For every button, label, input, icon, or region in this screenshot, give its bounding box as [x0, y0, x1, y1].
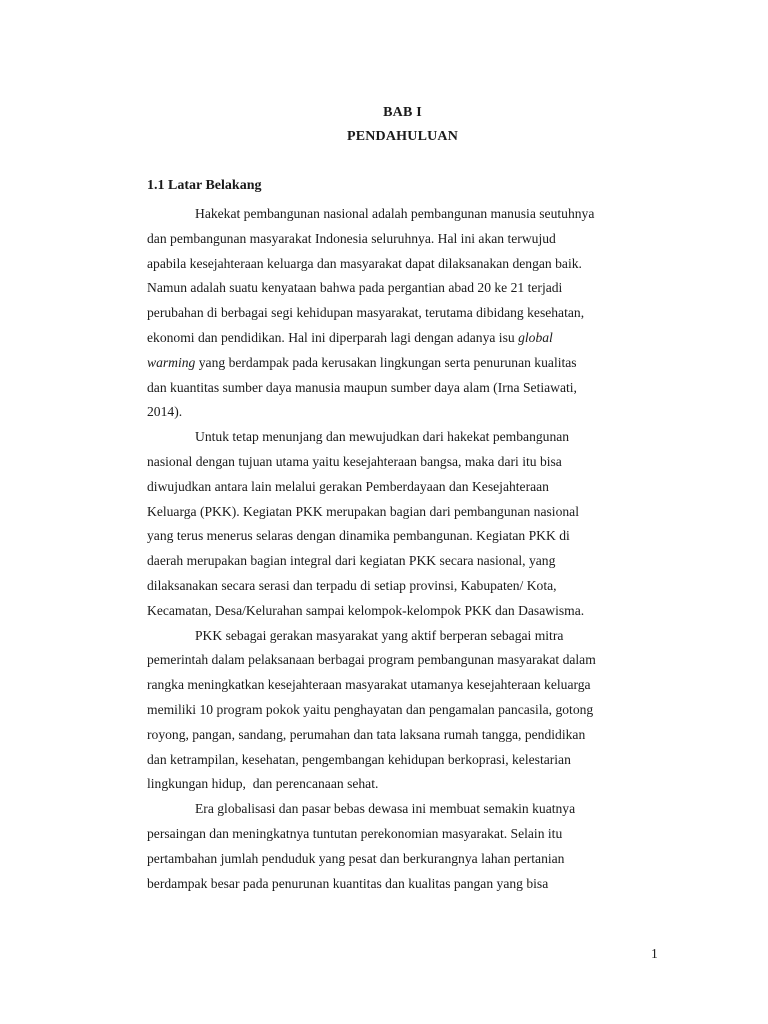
text-line	[147, 276, 667, 301]
line-text: yang berdampak pada kerusakan lingkungan serta penurunan kualitas	[195, 354, 577, 370]
text-line	[147, 227, 667, 252]
text-line	[147, 673, 667, 698]
line-text: 2014).	[147, 404, 183, 420]
line-text: pemerintah dalam pelaksanaan berbagai program pembangunan masyarakat dalam	[147, 652, 596, 668]
line-text: yang terus menerus selaras dengan dinamika pembangunan. Kegiatan PKK di	[147, 528, 570, 544]
line-text: Untuk tetap menunjang dan mewujudkan dari hakekat pembangunan	[195, 429, 570, 445]
italic-term: warming	[147, 354, 196, 370]
text-line	[147, 400, 667, 425]
text-line	[147, 301, 667, 326]
line-text: memiliki 10 program pokok yaitu penghayatan dan pengamalan pancasila, gotong	[147, 701, 594, 717]
line-text: daerah merupakan bagian integral dari kegiatan PKK secara nasional, yang	[147, 553, 556, 569]
line-text: Keluarga (PKK). Kegiatan PKK merupakan bagian dari pembangunan nasional	[147, 503, 579, 519]
text-line	[147, 475, 667, 500]
text-line	[147, 822, 667, 847]
text-line	[147, 872, 667, 897]
line-text: ekonomi dan pendidikan. Hal ini diperparah lagi dengan adanya isu	[147, 329, 519, 345]
line-text: pertambahan jumlah penduduk yang pesat dan berkurangnya lahan pertanian	[147, 850, 565, 866]
line-text: Hakekat pembangunan nasional adalah pembangunan manusia seutuhnya	[195, 206, 595, 221]
page-number: 1	[651, 946, 658, 961]
line-text: dan kuantitas sumber daya manusia maupun sumber daya alam (Irna Setiawati,	[147, 379, 577, 395]
text-line	[147, 500, 667, 525]
text-line	[147, 797, 667, 822]
line-text: Namun adalah suatu kenyataan bahwa pada pergantian abad 20 ke 21 terjadi	[147, 280, 563, 296]
text-line	[147, 549, 667, 574]
text-line	[147, 326, 667, 351]
line-text: PKK sebagai gerakan masyarakat yang aktif berperan sebagai mitra	[195, 627, 564, 643]
text-line	[147, 202, 667, 227]
text-line	[147, 524, 667, 549]
line-text: persaingan dan meningkatnya tuntutan perekonomian masyarakat. Selain itu	[147, 825, 563, 841]
line-text: dan pembangunan masyarakat Indonesia seluruhnya. Hal ini akan terwujud	[147, 230, 556, 246]
line-text: royong, pangan, sandang, perumahan dan tata laksana rumah tangga, pendidikan	[147, 726, 586, 742]
text-line	[147, 772, 667, 797]
chapter-title: PENDAHULUAN	[346, 129, 459, 144]
line-text: dilaksanakan secara serasi dan terpadu di setiap provinsi, Kabupaten/ Kota,	[147, 577, 557, 593]
line-text: perubahan di berbagai segi kehidupan masyarakat, terutama dibidang kesehatan,	[147, 305, 585, 321]
italic-term: global	[518, 329, 553, 345]
line-text: dan ketrampilan, kesehatan, pengembangan kehidupan berkoprasi, kelestarian	[147, 751, 571, 767]
line-text: berdampak besar pada penurunan kuantitas dan kualitas pangan yang bisa	[147, 875, 549, 891]
chapter-number: BAB I	[383, 105, 422, 120]
text-line	[147, 847, 667, 872]
text-line	[147, 748, 667, 773]
body-text	[147, 202, 667, 896]
text-line	[147, 574, 667, 599]
text-line	[147, 351, 667, 376]
text-line	[147, 376, 667, 401]
line-text: apabila kesejahteraan keluarga dan masyarakat dapat dilaksanakan dengan baik.	[147, 255, 582, 271]
text-line	[147, 450, 667, 475]
text-line	[147, 723, 667, 748]
text-line	[147, 698, 667, 723]
line-text: rangka meningkatkan kesejahteraan masyarakat utamanya kesejahteraan keluarga	[147, 677, 591, 693]
text-line	[147, 599, 667, 624]
line-text: diwujudkan antara lain melalui gerakan Pemberdayaan dan Kesejahteraan	[147, 478, 549, 494]
text-line	[147, 252, 667, 277]
text-line	[147, 425, 667, 450]
text-line	[147, 648, 667, 673]
line-text: lingkungan hidup, dan perencanaan sehat.	[147, 776, 379, 792]
line-text: Era globalisasi dan pasar bebas dewasa ini membuat semakin kuatnya	[195, 801, 576, 817]
line-text: nasional dengan tujuan utama yaitu kesejahteraan bangsa, maka dari itu bisa	[147, 453, 562, 469]
text-line	[147, 624, 667, 649]
section-heading: 1.1 Latar Belakang	[147, 178, 262, 193]
line-text: Kecamatan, Desa/Kelurahan sampai kelompok-kelompok PKK dan Dasawisma.	[147, 602, 585, 618]
